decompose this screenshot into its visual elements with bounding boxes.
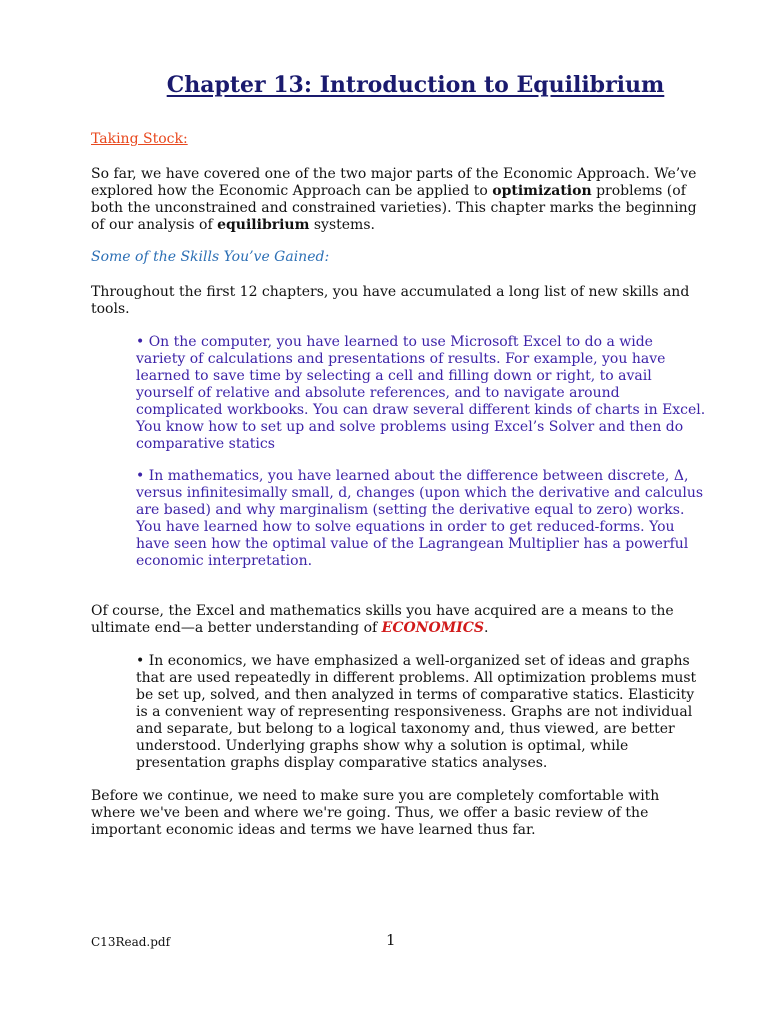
footer-filename: C13Read.pdf — [91, 935, 171, 949]
means-text-2: . — [483, 620, 489, 636]
closing-paragraph: Before we continue, we need to make sure you are completely comfortable with where we've been and where we're going. Thus, we offer a basic review of the important economic ideas and terms we have learned thus far. — [91, 788, 660, 838]
bullet-mathematics: • In mathematics, you have learned about the difference between discrete, Δ, versus infinitesimally small, d, changes (upon which the derivative and calculus are based) and why marginalism (setting the derivative equal to zero) works. You have learned how to solve equations in order to get reduced-forms. You have seen how the optimal value of the Lagrangean Multiplier has a powerful economic interpretation. — [136, 468, 704, 569]
intro-paragraph — [91, 166, 706, 234]
bullet-computer: • On the computer, you have learned to use Microsoft Excel to do a wide variety of calculations and presentations of results. For example, you have learned to save time by selecting a cell and filling down or right, to avail yourself of relative and absolute references, and to navigate around complicated workbooks. You can draw several different kinds of charts in Excel. You know how to set up and solve problems using Excel’s Solver and then do comparative statics — [136, 334, 706, 452]
taking-stock-heading: Taking Stock: — [91, 131, 188, 147]
economics-emphasis: ECONOMICS — [381, 620, 484, 636]
bullet-economics: • In economics, we have emphasized a well-organized set of ideas and graphs that are used repeatedly in different problems. All optimization problems must be set up, solved, and then analyzed in terms of comparative statics. Elasticity is a convenient way of representing responsiveness. Graphs are not individual and separate, but belong to a logical taxonomy and, thus viewed, are better understood. Underlying graphs show why a solution is optimal, while presentation graphs display comparative statics analyses. — [136, 653, 697, 771]
skills-intro-paragraph: Throughout the first 12 chapters, you have accumulated a long list of new skills and tools. — [91, 284, 690, 317]
intro-text-3: systems. — [309, 217, 375, 233]
intro-text-1: So far, we have covered one of the two major parts of the Economic Approach. We’ve explored how the Economic Approach can be applied to — [91, 166, 697, 199]
intro-bold-equilibrium: equilibrium — [217, 217, 310, 233]
intro-bold-optimization: optimization — [492, 183, 592, 199]
page-number: 1 — [386, 931, 396, 949]
means-text-1: Of course, the Excel and mathematics skills you have acquired are a means to the ultimate end—a better understanding of — [91, 603, 674, 636]
means-paragraph — [91, 603, 706, 637]
skills-heading: Some of the Skills You’ve Gained: — [91, 249, 330, 265]
chapter-title: Chapter 13: Introduction to Equilibrium — [166, 72, 665, 98]
intro-text-2: problems (of both the unconstrained and constrained varieties). This chapter marks the beginning of our analysis of — [91, 183, 697, 233]
